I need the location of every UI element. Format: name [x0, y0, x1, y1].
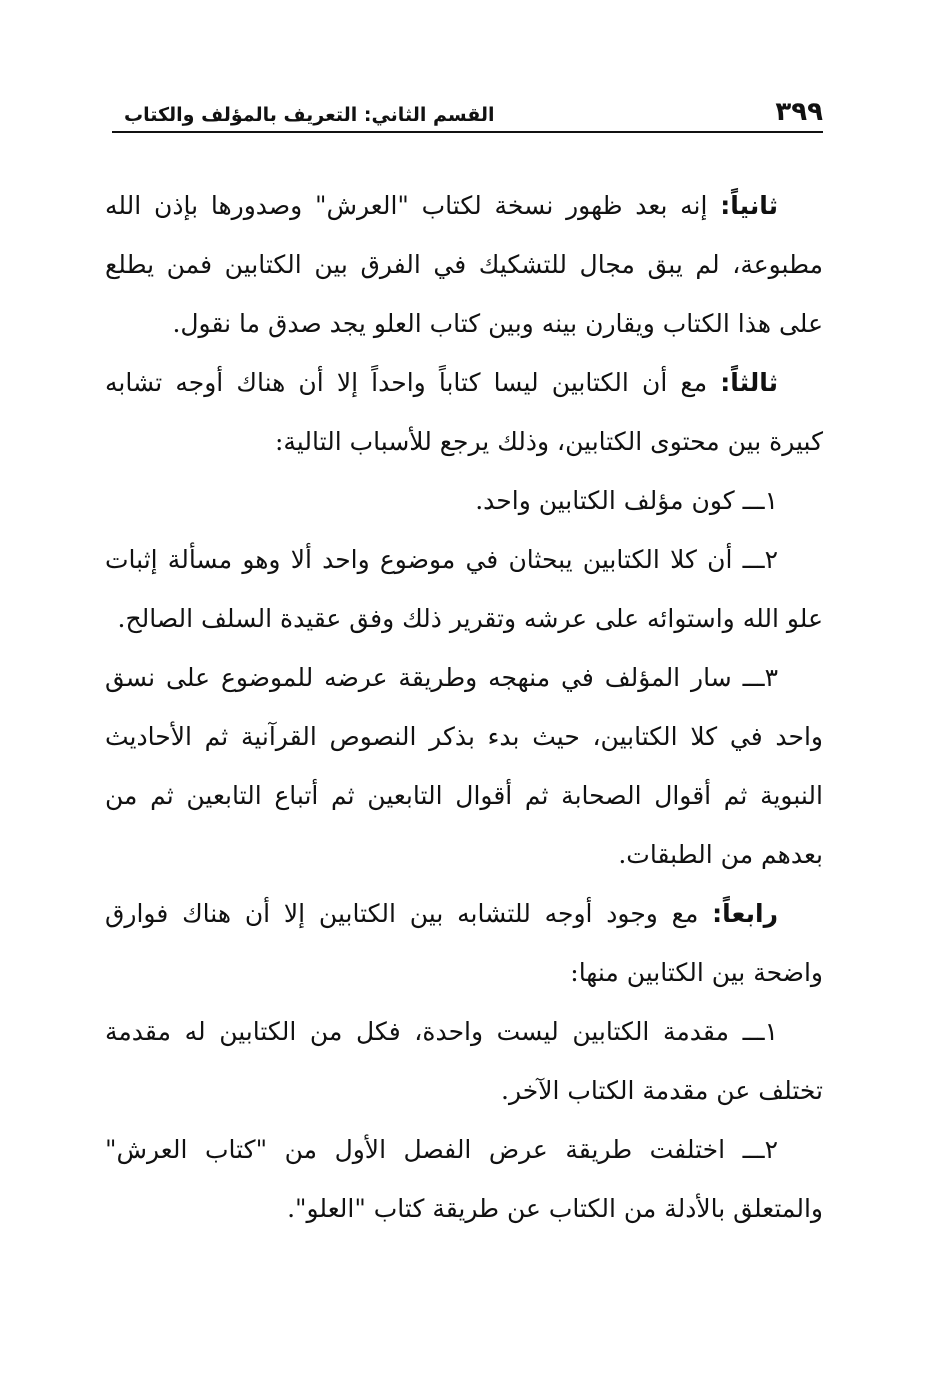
paragraph-text: ٢ـــ أن كلا الكتابين يبحثان في موضوع واحد ألا وهو مسألة إثبات علو الله واستوائه على عرشه وتقرير ذلك وفق عقيدة السلف الصالح. [105, 545, 823, 633]
list-item-2 [105, 530, 823, 648]
paragraph-text: ١ـــ مقدمة الكتابين ليست واحدة، فكل من الكتابين له مقدمة تختلف عن مقدمة الكتاب الآخر. [105, 1017, 823, 1105]
page-body [105, 176, 823, 1238]
running-title: القسم الثاني: التعريف بالمؤلف والكتاب [124, 104, 495, 126]
list-item-3 [105, 648, 823, 884]
paragraph-text: ٣ـــ سار المؤلف في منهجه وطريقة عرضه للموضوع على نسق واحد في كلا الكتابين، حيث بدء بذكر النصوص القرآنية ثم الأحاديث النبوية ثم أقوال الصحابة ثم أقوال التابعين ثم أتباع التابعين ثم من بعدهم من الطبقات. [105, 663, 823, 869]
difference-item-2 [105, 1120, 823, 1238]
paragraph-text: مع أن الكتابين ليسا كتاباً واحداً إلا أن هناك أوجه تشابه كبيرة بين محتوى الكتابين، وذلك يرجع للأسباب التالية: [105, 368, 823, 456]
running-header [112, 93, 823, 133]
paragraph-fourthly [105, 884, 823, 1002]
paragraph-text: مع وجود أوجه للتشابه بين الكتابين إلا أن هناك فوارق واضحة بين الكتابين منها: [105, 899, 823, 987]
paragraph-text: ٢ـــ اختلفت طريقة عرض الفصل الأول من "كتاب العرش" والمتعلق بالأدلة من الكتاب عن طريقة كتاب "العلو". [105, 1135, 823, 1223]
paragraph-text: إنه بعد ظهور نسخة لكتاب "العرش" وصدورها بإذن الله مطبوعة، لم يبق مجال للتشكيك في الفرق بين الكتابين فمن يطلع على هذا الكتاب ويقارن بينه وبين كتاب العلو يجد صدق ما نقول. [105, 191, 823, 338]
difference-item-1 [105, 1002, 823, 1120]
paragraph-lead: ثانياً: [720, 191, 778, 220]
paragraph-lead: ثالثاً: [720, 368, 778, 397]
list-item-1 [105, 471, 823, 530]
paragraph-lead: رابعاً: [712, 899, 778, 928]
paragraph-text: ١ـــ كون مؤلف الكتابين واحد. [475, 486, 778, 515]
page-number: ٣٩٩ [775, 97, 823, 127]
paragraph-thirdly [105, 353, 823, 471]
paragraph-secondly [105, 176, 823, 353]
